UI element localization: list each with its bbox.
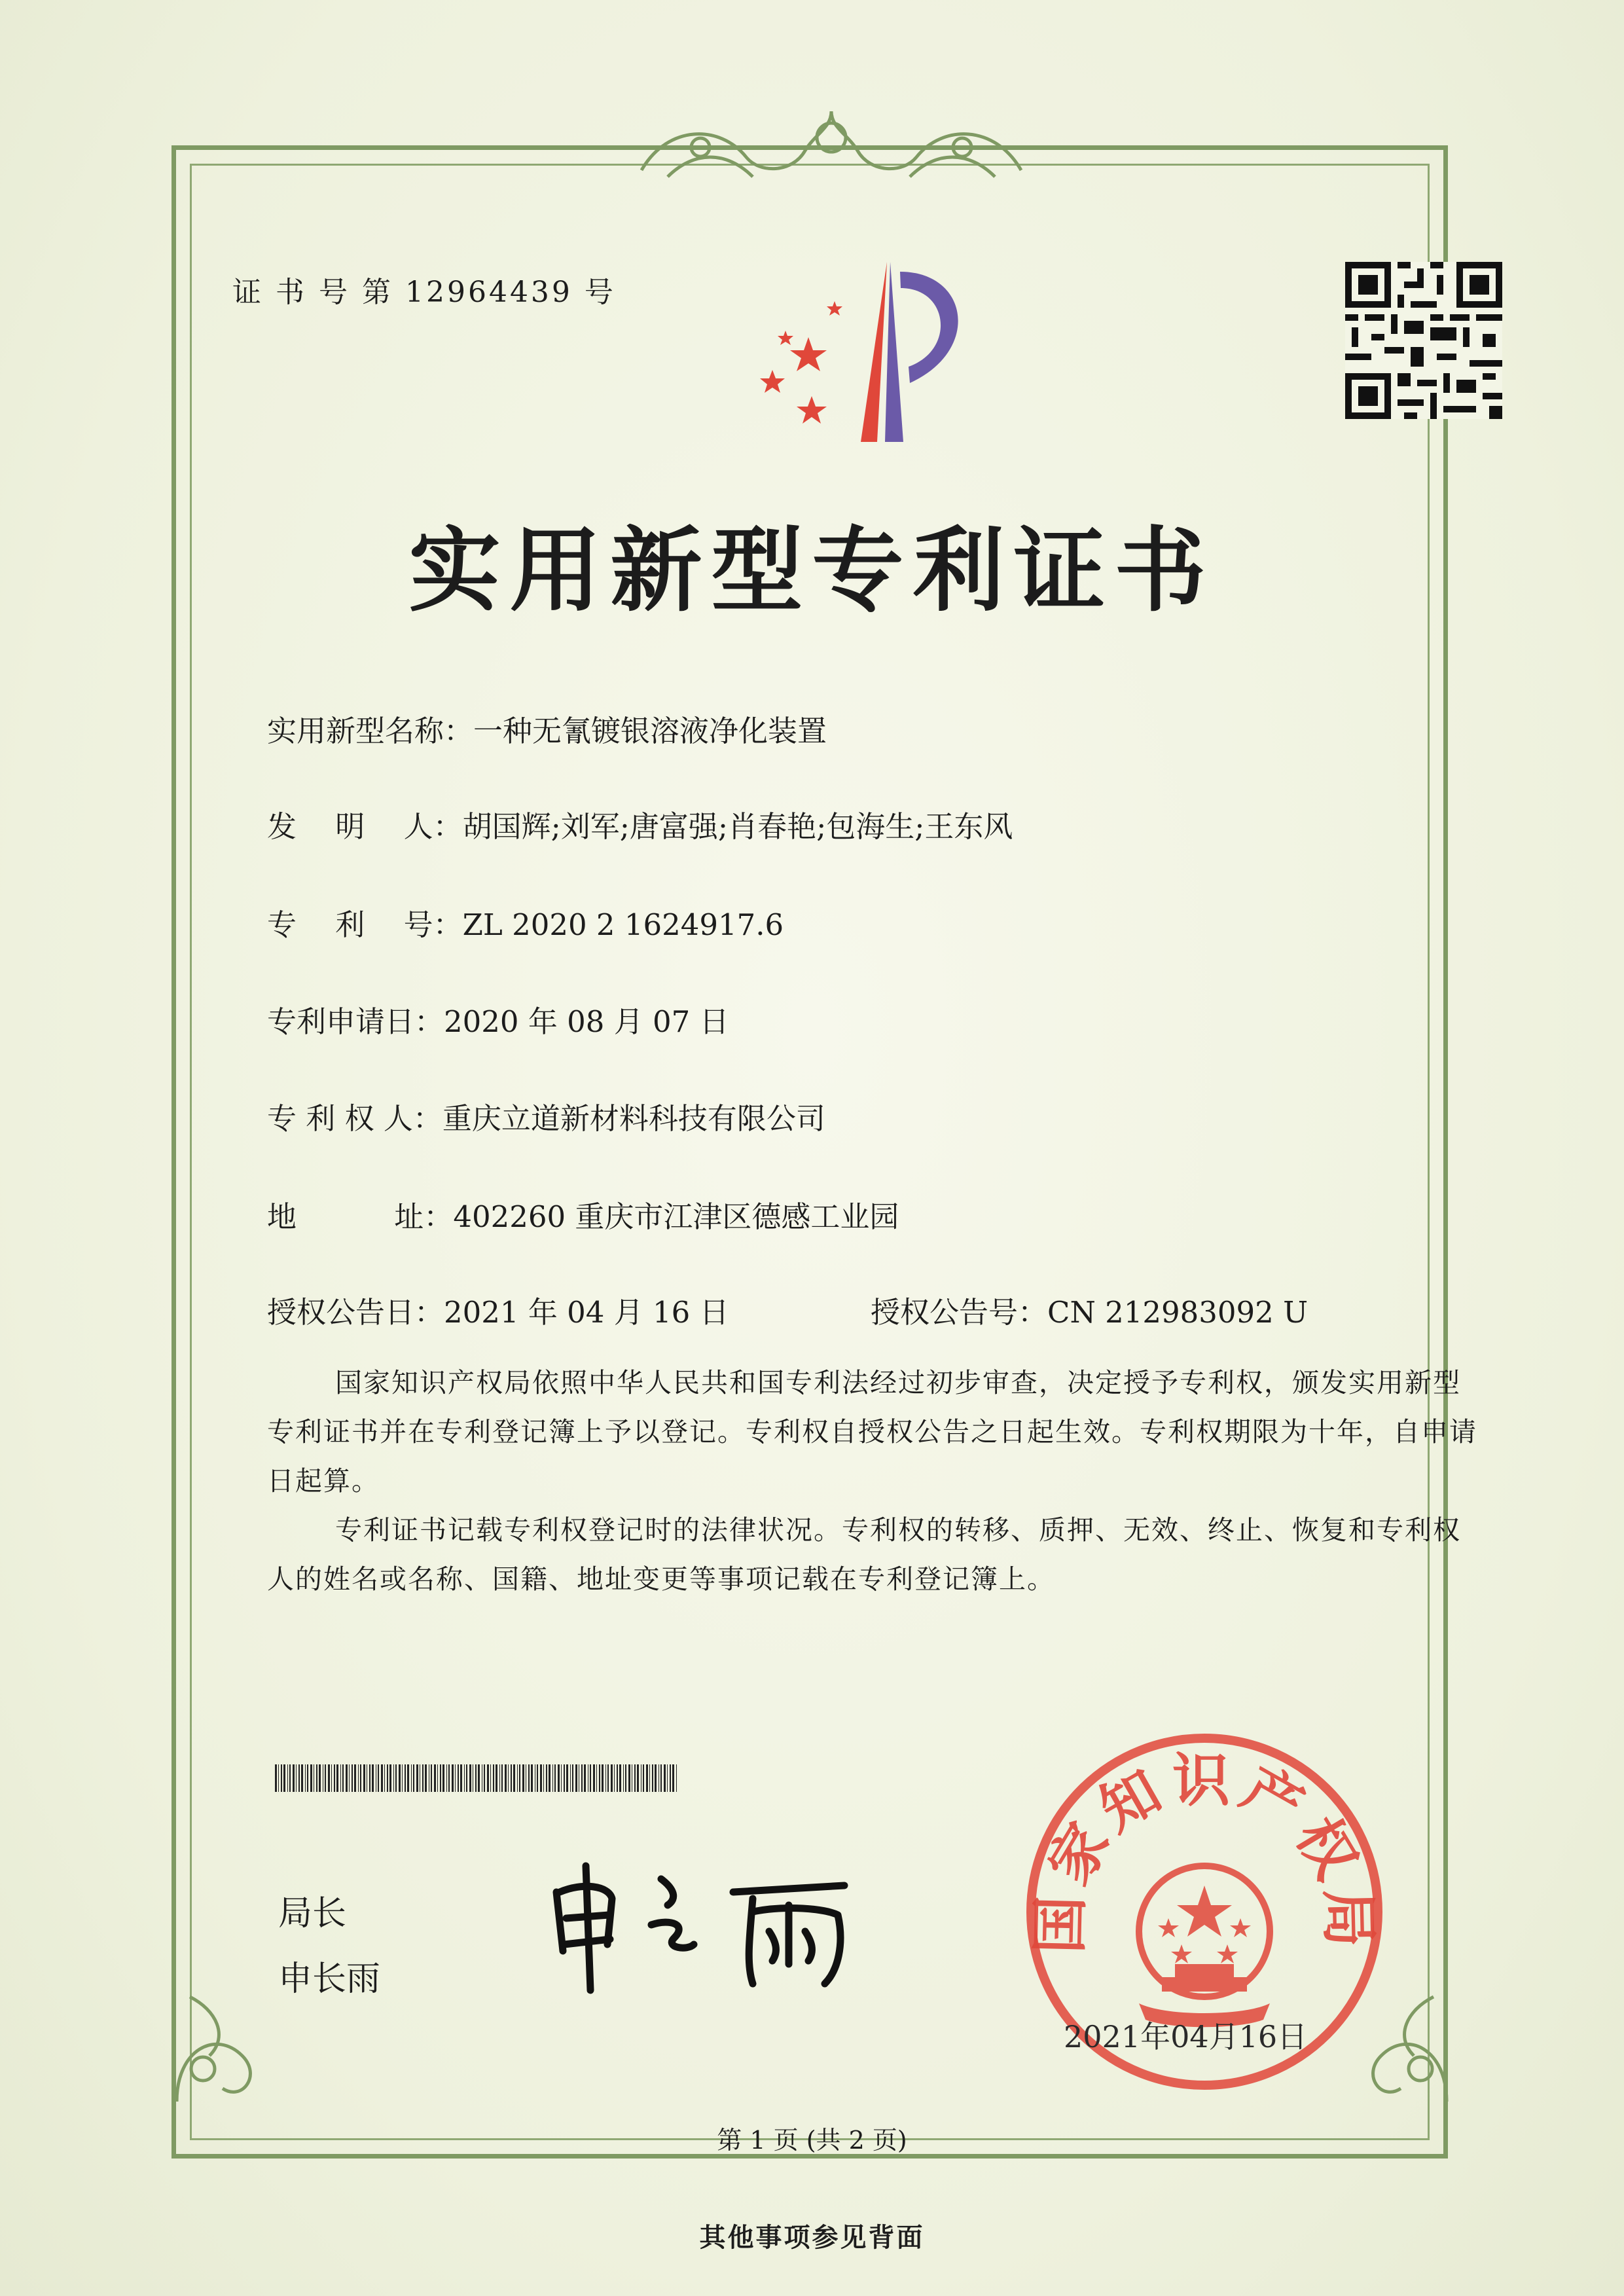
field-label: 专 利 号： [267, 907, 463, 942]
patent-office-logo [746, 259, 995, 455]
certificate-title: 实用新型专利证书 [408, 517, 1216, 625]
field-value: 一种无氰镀银溶液净化装置 [473, 714, 827, 748]
back-side-note: 其他事项参见背面 [699, 2222, 925, 2253]
body-paragraph-1: 国家知识产权局依照中华人民共和国专利法经过初步审查，决定授予专利权，颁发实用新型专利证书并在专利登记簿上予以登记。专利权自授权公告之日起生效。专利权期限为十年，自申请日起算。 [267, 1367, 1477, 1497]
field-address [267, 1193, 899, 1235]
certificate-number-suffix: 号 [584, 276, 616, 309]
bottom-left-ornament [164, 1971, 295, 2115]
seal-text: 国家知识产权局 [1025, 1747, 1384, 1955]
field-grant-number [871, 1288, 1308, 1331]
field-patentee [267, 1095, 825, 1137]
certificate-number-label: 证 书 号 第 [232, 276, 393, 309]
page-number: 第 1 页 (共 2 页) [717, 2126, 907, 2155]
certificate-body [267, 1358, 1478, 1604]
field-value: ZL 2020 2 1624917.6 [462, 907, 784, 942]
body-paragraph-2: 专利证书记载专利权登记时的法律状况。专利权的转移、质押、无效、终止、恢复和专利权人的姓名或名称、国籍、地址变更等事项记载在专利登记簿上。 [267, 1514, 1461, 1595]
field-value: 重庆立道新材料科技有限公司 [442, 1101, 825, 1136]
field-label: 发 明 人： [267, 809, 463, 844]
field-label: 授权公告号： [871, 1295, 1048, 1330]
field-application-date [267, 998, 729, 1040]
field-value: 胡国辉;刘军;唐富强;肖春艳;包海生;王东风 [462, 809, 1013, 844]
field-utility-model-name [267, 707, 827, 750]
field-label: 专 利 权 人： [267, 1101, 442, 1136]
field-label: 实用新型名称： [267, 714, 474, 748]
field-value: CN 212983092 U [1047, 1295, 1308, 1330]
director-name: 申长雨 [278, 1959, 381, 1999]
field-label: 授权公告日： [267, 1295, 444, 1330]
field-value: 2021 年 04 月 16 日 [444, 1295, 729, 1330]
field-value: 2020 年 08 月 07 日 [444, 1004, 729, 1039]
field-inventors [267, 803, 1013, 845]
field-value: 402260 重庆市江津区德感工业园 [453, 1199, 899, 1234]
field-grant-date [267, 1288, 729, 1331]
director-title: 局长 [278, 1894, 347, 1933]
certificate-number [232, 268, 616, 310]
qr-code [1345, 262, 1502, 419]
barcode [275, 1764, 681, 1792]
field-label: 专利申请日： [267, 1004, 444, 1039]
seal-date: 2021年04月16日 [1064, 2019, 1308, 2054]
field-label: 地 址： [267, 1199, 454, 1234]
certificate-number-value: 12964439 [405, 276, 573, 309]
director-signature [537, 1853, 877, 2003]
field-patent-number [267, 901, 784, 943]
top-ornament [628, 98, 1034, 190]
